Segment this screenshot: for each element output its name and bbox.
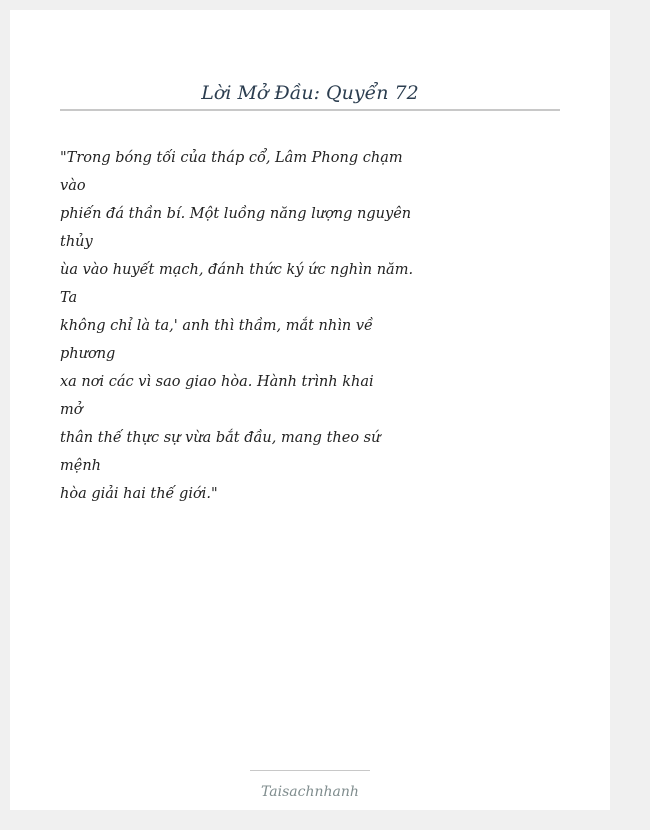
text-line: xa nơi các vì sao giao hòa. Hành trình khai: [60, 374, 374, 390]
text-line: mệnh: [60, 458, 102, 474]
document-page: [10, 10, 610, 810]
body-text: [60, 144, 414, 508]
text-line: "Trong bóng tối của tháp cổ, Lâm Phong chạm: [60, 150, 403, 166]
text-line: mở: [60, 402, 83, 418]
text-line: phiến đá thần bí. Một luồng năng lượng nguyên: [60, 206, 412, 222]
text-line: không chỉ là ta,' anh thì thầm, mắt nhìn về: [60, 318, 373, 334]
text-line: ùa vào huyết mạch, đánh thức ký ức nghìn năm.: [60, 262, 414, 278]
text-line: vào: [60, 178, 86, 194]
text-line: thân thế thực sự vừa bắt đầu, mang theo sứ: [60, 430, 381, 446]
text-line: phương: [60, 346, 116, 362]
page-title: Lời Mở Đầu: Quyển 72: [201, 82, 419, 104]
text-line: Ta: [60, 290, 78, 306]
footer-divider: [250, 770, 370, 771]
text-line: hòa giải hai thế giới.": [60, 486, 218, 502]
text-line: thủy: [60, 234, 93, 250]
footer-text: Taisachnhanh: [261, 784, 359, 800]
title-divider: [60, 109, 560, 111]
